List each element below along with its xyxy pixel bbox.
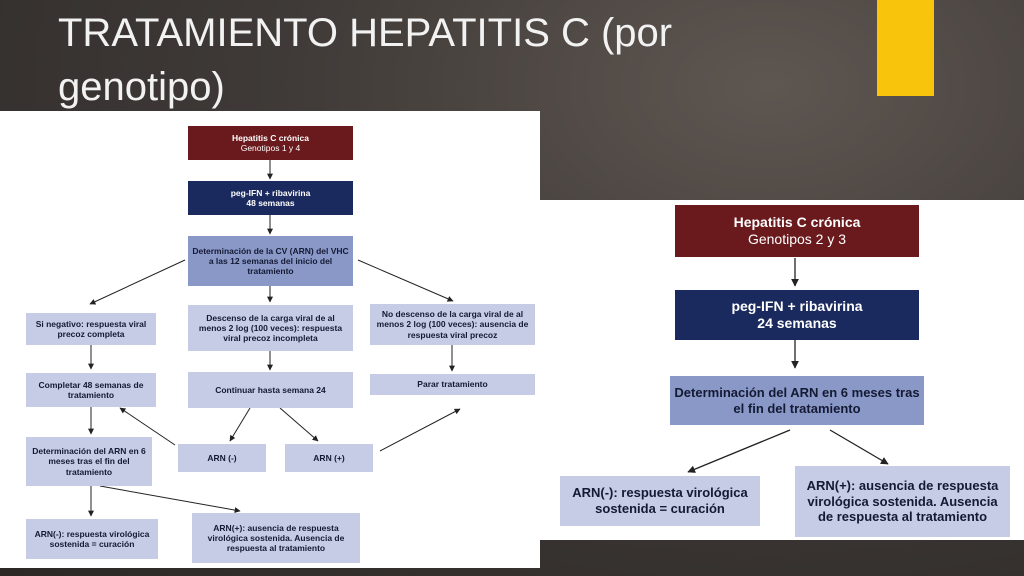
stop-treatment-box: Parar tratamiento (370, 374, 535, 395)
treatment-line2-right: 24 semanas (757, 315, 837, 331)
root-box-genotypes-1-4 (188, 126, 353, 160)
root-title-right: Hepatitis C crónica (733, 214, 861, 231)
arn-negative-box: ARN (-) (178, 444, 266, 472)
determination-6-months-box: Determinación del ARN en 6 meses tras el fin del tratamiento (26, 437, 152, 486)
root-subtitle: Genotipos 1 y 4 (240, 143, 301, 153)
treatment-box-48-weeks (188, 181, 353, 215)
treatment-line1-right: peg-IFN + ribavirina (731, 298, 863, 315)
result-no-response-box: ARN(+): ausencia de respuesta virológica sostenida. Ausencia de respuesta al tratamiento (192, 513, 360, 563)
root-subtitle-right: Genotipos 2 y 3 (747, 231, 847, 247)
slide-title: TRATAMIENTO HEPATITIS C (por genotipo) (58, 11, 673, 109)
treatment-line1: peg-IFN + ribavirina (230, 187, 311, 198)
accent-bar (877, 0, 934, 96)
treatment-line2: 48 semanas (246, 198, 295, 208)
result-cure-box-right: ARN(-): respuesta virológica sostenida = curación (560, 476, 760, 526)
complete-48-weeks-box: Completar 48 semanas de tratamiento (26, 373, 156, 407)
continue-24-weeks-box: Continuar hasta semana 24 (188, 372, 353, 408)
root-box-genotypes-2-3 (675, 205, 919, 257)
flowchart-genotypes-1-4 (0, 111, 540, 568)
flowchart-genotypes-2-3 (540, 200, 1024, 540)
treatment-box-24-weeks (675, 290, 919, 340)
negative-response-box: Si negativo: respuesta viral precoz completa (26, 313, 156, 345)
arn-positive-box: ARN (+) (285, 444, 373, 472)
determination-6-months-box-right: Determinación del ARN en 6 meses tras el fin del tratamiento (670, 376, 924, 425)
partial-response-box: Descenso de la carga viral de al menos 2 log (100 veces): respuesta viral precoz incompleta (188, 305, 353, 351)
result-no-response-box-right: ARN(+): ausencia de respuesta virológica sostenida. Ausencia de respuesta al tratamiento (795, 466, 1010, 537)
no-response-box: No descenso de la carga viral de al menos 2 log (100 veces): ausencia de respuesta viral precoz (370, 304, 535, 345)
result-cure-box: ARN(-): respuesta virológica sostenida = curación (26, 519, 158, 559)
root-title: Hepatitis C crónica (232, 132, 309, 143)
determination-12-weeks-box: Determinación de la CV (ARN) del VHC a las 12 semanas del inicio del tratamiento (188, 236, 353, 286)
